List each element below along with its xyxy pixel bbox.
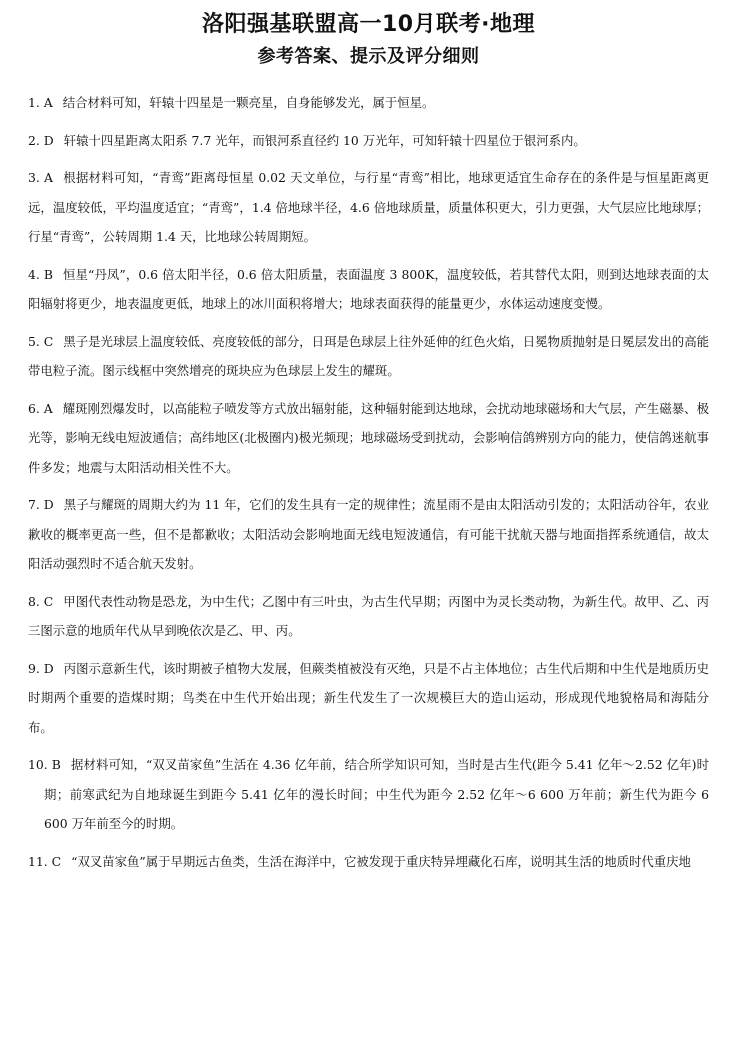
answer-item-3 [28, 163, 709, 252]
answer-label: 8. C [28, 593, 54, 609]
answer-label: 11. C [28, 853, 62, 869]
answer-item-4 [28, 260, 709, 319]
answer-label: 10. B [28, 757, 61, 772]
answer-label: 2. D [28, 132, 54, 148]
answer-item-1 [28, 88, 709, 118]
answer-explanation: 耀斑刚烈爆发时，以高能粒子喷发等方式放出辐射能，这种辐射能到达地球，会扰动地球磁场和大气层，产生磁暴、极光等，影响无线电短波通信；高纬地区(北极圈内)极光频现；地球磁场受到扰动，会影响信鸽辨别方向的能力，使信鸽迷航事件多发；地震与太阳活动相关性不大。 [28, 400, 709, 475]
page-title: 洛阳强基联盟高一10月联考·地理 [202, 12, 535, 37]
answer-item-10 [28, 750, 709, 839]
answer-explanation: 结合材料可知，轩辕十四星是一颗亮星，自身能够发光，属于恒星。 [62, 95, 435, 110]
answer-explanation: 甲图代表性动物是恐龙，为中生代；乙图中有三叶虫，为古生代早期；丙图中为灵长类动物，为新生代。故甲、乙、丙三图示意的地质年代从早到晚依次是乙、甲、丙。 [28, 593, 710, 638]
answer-list [28, 88, 709, 876]
answer-label: 6. A [28, 400, 53, 416]
answer-label: 3. A [28, 170, 54, 185]
answer-item-6 [28, 394, 709, 483]
answer-item-2 [28, 126, 709, 156]
answer-label: 7. D [28, 497, 54, 512]
answer-label: 4. B [28, 266, 53, 282]
answer-explanation: 黑子是光球层上温度较低、亮度较低的部分，日珥是色球层上往外延伸的红色火焰，日冕物质抛射是日冕层发出的高能带电粒子流。图示线框中突然增亮的斑块应为色球层上发生的耀斑。 [28, 333, 710, 378]
answer-label: 1. A [28, 95, 53, 110]
answer-explanation: “双叉苗家鱼”属于早期远古鱼类，生活在海洋中，它被发现于重庆特异埋藏化石库，说明其生活的地质时代重庆地 [71, 853, 691, 869]
answer-explanation: 据材料可知，“双叉苗家鱼”生活在 4.36 亿年前，结合所学知识可知，当时是古生代(距今 5.41 亿年～2.52 亿年)时期；前寒武纪为自地球诞生到距今 5.41 亿年的漫长时间；中生代为距今 2.52 亿年～6 600 万年前；新生代为距今 6 600 万年前至今的时期。 [44, 757, 710, 831]
answer-explanation: 丙图示意新生代，该时期被子植物大发展，但蕨类植被没有灭绝，只是不占主体地位；古生代后期和中生代是地质历史时期两个重要的造煤时期；鸟类在中生代开始出现；新生代发生了一次规模巨大的造山运动，形成现代地貌格局和海陆分布。 [28, 660, 709, 735]
answer-label: 5. C [28, 333, 54, 349]
answer-explanation: 恒星“丹凤”，0.6 倍太阳半径，0.6 倍太阳质量，表面温度 3 800K，温度较低，若其替代太阳，则到达地球表面的太阳辐射将更少，地表温度更低，地球上的冰川面积将增大；地球表面获得的能量更少，水体运动速度变慢。 [28, 266, 709, 311]
answer-explanation: 黑子与耀斑的周期大约为 11 年，它们的发生具有一定的规律性；流星雨不是由太阳活动引发的；太阳活动谷年，农业歉收的概率更高一些，但不是都歉收；太阳活动会影响地面无线电短波通信，有可能干扰航天器与地面指挥系统通信，故太阳活动强烈时不适合航天发射。 [28, 497, 709, 571]
answer-explanation: 轩辕十四星距离太阳系 7.7 光年，而银河系直径约 10 万光年，可知轩辕十四星位于银河系内。 [63, 132, 586, 148]
answer-explanation: 根据材料可知，“青鸾”距离母恒星 0.02 天文单位，与行星“青鸾”相比，地球更适宜生命存在的条件是与恒星距离更远，温度较低，平均温度适宜；“青鸾”，1.4 倍地球半径，4.6 倍地球质量，质量体积更大，引力更强，大气层应比地球厚；行星“青鸾”，公转周期 1.4 天，比地球公转周期短。 [28, 170, 709, 244]
answer-label: 9. D [28, 660, 54, 676]
answer-item-5 [28, 327, 709, 386]
answer-item-8 [28, 587, 709, 646]
answer-item-9 [28, 654, 709, 743]
page-subtitle: 参考答案、提示及评分细则 [257, 46, 480, 67]
answer-item-11 [28, 847, 709, 877]
answer-item-7 [28, 490, 709, 579]
